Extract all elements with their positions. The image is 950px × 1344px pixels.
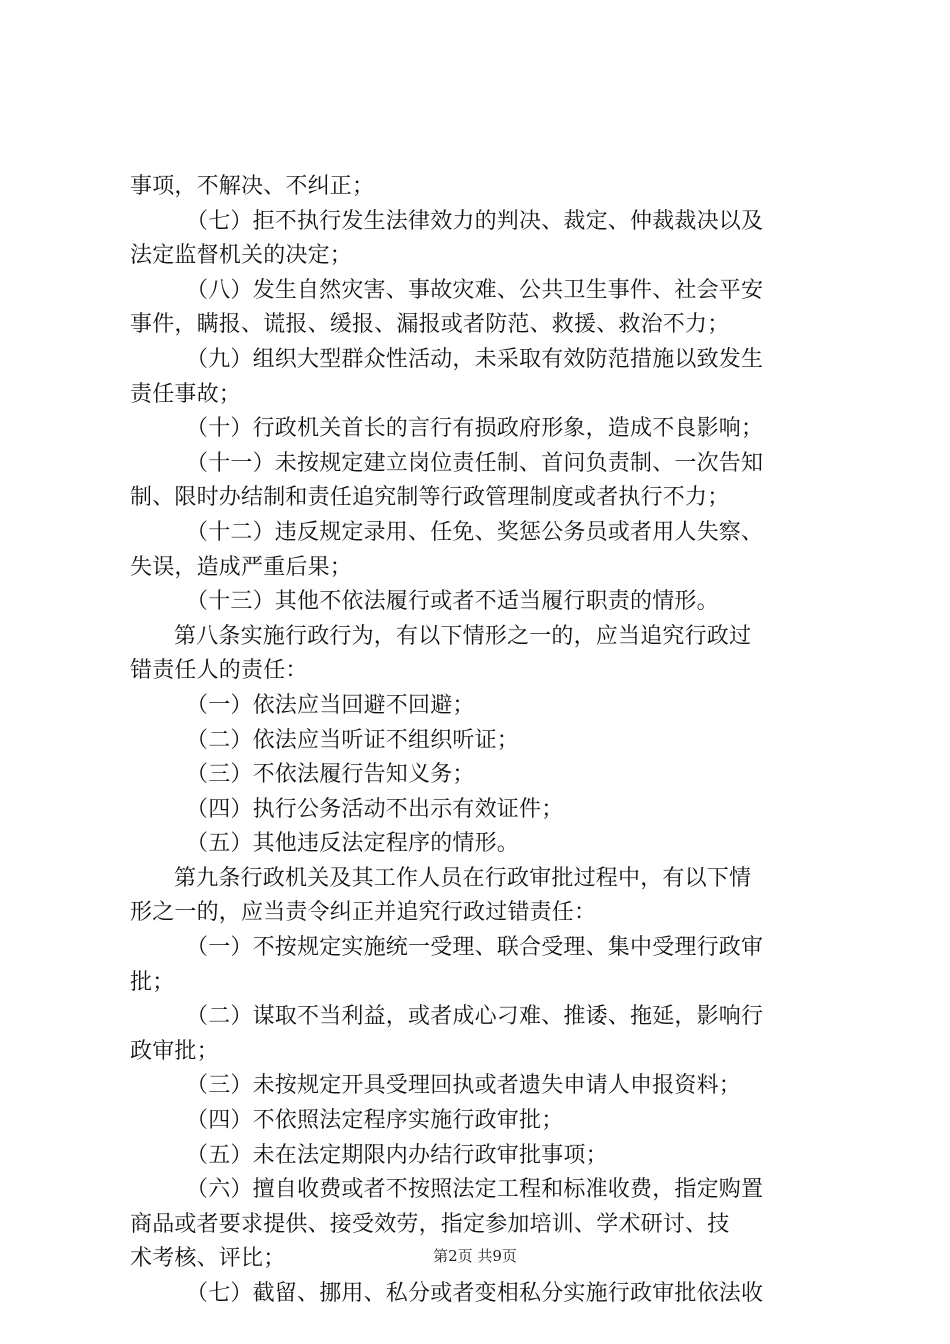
text-line: 第八条实施行政行为，有以下情形之一的，应当追究行政过 (174, 623, 752, 649)
text-line: （十二）违反规定录用、任免、奖惩公务员或者用人失察、 (186, 519, 764, 545)
text-line: 批； (130, 969, 175, 995)
text-line: 错责任人的责任： (130, 658, 308, 684)
text-line: 制、限时办结制和责任追究制等行政管理制度或者执行不力； (130, 485, 730, 511)
text-line: （三）未按规定开具受理回执或者遗失申请人申报资料； (186, 1073, 742, 1099)
text-line: 术考核、评比； (130, 1246, 286, 1272)
text-line: （七）拒不执行发生法律效力的判决、裁定、仲裁裁决以及 (186, 208, 764, 234)
text-line: 政审批； (130, 1038, 219, 1064)
document-body (130, 170, 830, 1312)
text-line: 失误，造成严重后果； (130, 554, 353, 580)
text-line: 法定监督机关的决定； (130, 243, 353, 269)
text-line: （二）谋取不当利益，或者成心刁难、推诿、拖延，影响行 (186, 1004, 764, 1030)
text-line: （九）组织大型群众性活动，未采取有效防范措施以致发生 (186, 346, 764, 372)
text-line: （一）依法应当回避不回避； (186, 692, 475, 718)
text-line: 第九条行政机关及其工作人员在行政审批过程中，有以下情 (174, 865, 752, 891)
text-line: （一）不按规定实施统一受理、联合受理、集中受理行政审 (186, 935, 764, 961)
text-line: 事项，不解决、不纠正； (130, 174, 375, 199)
text-line: （五）未在法定期限内办结行政审批事项； (186, 1142, 608, 1168)
text-line: 责任事故； (130, 381, 242, 407)
text-line: （三）不依法履行告知义务； (186, 762, 475, 788)
text-line: （八）发生自然灾害、事故灾难、公共卫生事件、社会平安 (186, 277, 764, 303)
text-line: （六）擅自收费或者不按照法定工程和标准收费，指定购置 (186, 1177, 764, 1203)
text-line: （四）不依照法定程序实施行政审批； (186, 1108, 564, 1134)
text-line: 事件，瞒报、谎报、缓报、漏报或者防范、救援、救治不力； (130, 312, 730, 338)
page-footer: 第2页 共9页 (433, 1247, 517, 1265)
text-line: （五）其他违反法定程序的情形。 (186, 831, 520, 857)
text-line: （七）截留、挪用、私分或者变相私分实施行政审批依法收 (186, 1281, 764, 1306)
text-line: 形之一的，应当责令纠正并追究行政过错责任： (130, 900, 597, 926)
text-line: （二）依法应当听证不组织听证； (186, 727, 520, 753)
text-line: （十）行政机关首长的言行有损政府形象，造成不良影响； (186, 416, 764, 442)
text-line: 商品或者要求提供、接受效劳，指定参加培训、学术研讨、技 (130, 1211, 730, 1237)
text-line: （四）执行公务活动不出示有效证件； (186, 796, 564, 822)
text-line: （十三）其他不依法履行或者不适当履行职责的情形。 (186, 589, 719, 615)
text-line: （十一）未按规定建立岗位责任制、首问负责制、一次告知 (186, 450, 764, 476)
